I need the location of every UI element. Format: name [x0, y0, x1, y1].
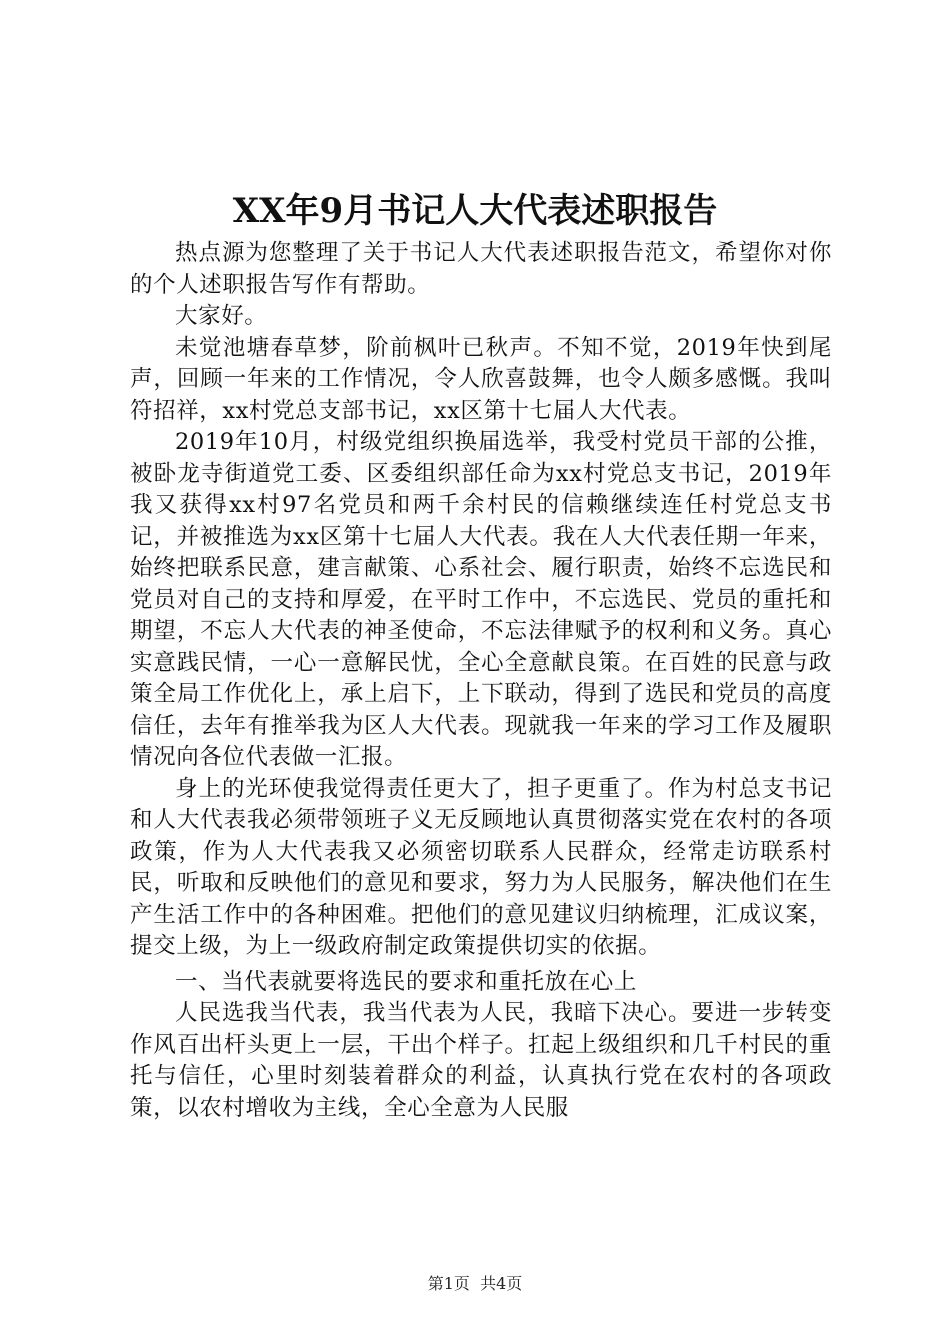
paragraph-section-1: 人民选我当代表，我当代表为人民，我暗下决心。要进一步转变作风百出杆头更上一层，干出个样子。扛起上级组织和几千村民的重托与信任，心里时刻装着群众的利益，认真执行党在农村的各项政策，以农村增收为主线，全心全意为人民服 [130, 1000, 832, 1121]
page-footer [0, 1274, 950, 1294]
paragraph-responsibility: 身上的光环使我觉得责任更大了，担子更重了。作为村总支书记和人大代表我必须带领班子义无反顾地认真贯彻落实党在农村的各项政策，作为人大代表我又必须密切联系人民群众，经常走访联系村民，听取和反映他们的意见和要求，努力为人民服务，解决他们在生产生活工作中的各种困难。把他们的意见建议归纳梳理，汇成议案，提交上级，为上一级政府制定政策提供切实的依据。 [130, 775, 832, 959]
document-body [130, 238, 832, 1124]
page-total: 共4页 [480, 1274, 523, 1293]
paragraph-intro: 热点源为您整理了关于书记人大代表述职报告范文，希望你对你的个人述职报告写作有帮助。 [130, 240, 832, 298]
paragraph-background: 2019年10月，村级党组织换届选举，我受村党员干部的公推，被卧龙寺街道党工委、区委组织部任命为xx村党总支书记，2019年我又获得xx村97名党员和两千余村民的信赖继续连任村党总支书记，并被推选为xx区第十七届人大代表。我在人大代表任期一年来，始终把联系民意，建言献策、心系社会、履行职责，始终不忘选民和党员对自己的支持和厚爱，在平时工作中，不忘选民、党员的重托和期望，不忘人大代表的神圣使命，不忘法律赋予的权利和义务。真心实意践民情，一心一意解民忧，全心全意献良策。在百姓的民意与政策全局工作优化上，承上启下，上下联动，得到了选民和党员的高度信任，去年有推举我为区人大代表。现就我一年来的学习工作及履职情况向各位代表做一汇报。 [130, 429, 832, 770]
footer-spacer [470, 1274, 480, 1293]
page-number: 第1页 [427, 1274, 470, 1293]
paragraph-opening: 未觉池塘春草梦，阶前枫叶已秋声。不知不觉，2019年快到尾声，回顾一年来的工作情况，令人欣喜鼓舞，也令人颇多感慨。我叫符招祥，xx村党总支部书记，xx区第十七届人大代表。 [130, 334, 832, 424]
document-title: XX年9月书记人大代表述职报告 [232, 191, 718, 231]
paragraph-greeting: 大家好。 [175, 303, 268, 329]
section-heading-1: 一、当代表就要将选民的要求和重托放在心上 [175, 968, 638, 995]
